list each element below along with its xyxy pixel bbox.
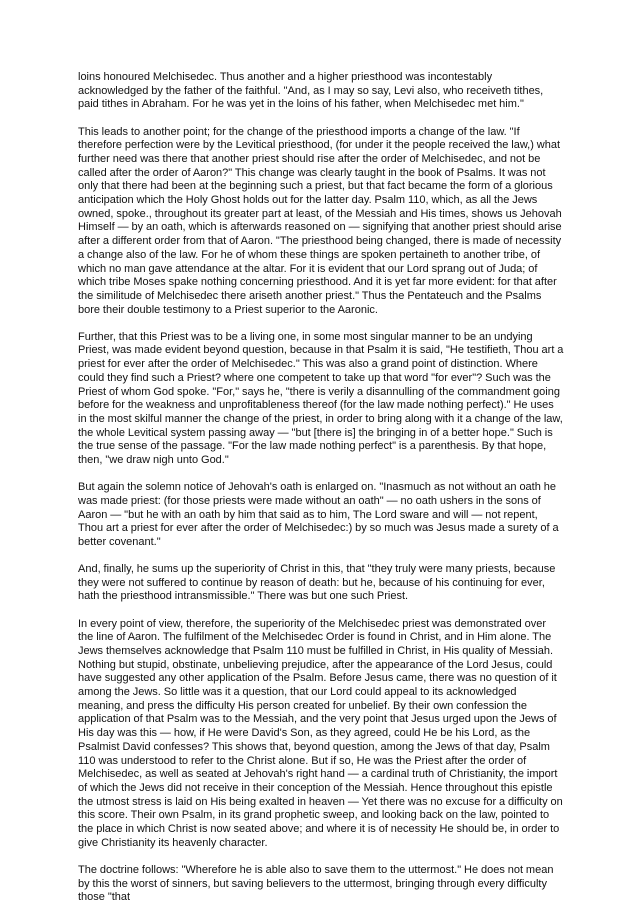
paragraph-3: Further, that this Priest was to be a living one, in some most singular manner to be an undying Priest, was made evident beyond question, because in that Psalm it is said, "He testifieth, Thou art a priest for ever after the order of Melchisedec." This was also a grand point of distinction. Where could they find such a Priest? where one competent to take up that word "for ever"? Such was the Priest of whom God spoke. "For," says he, "there is verily a disannulling of the commandment going before for the weakness and unprofitableness thereof (for the law made nothing perfect)." He uses in the most skilful manner the change of the priest, in order to bring along with it a change of the law, the whole Levitical system passing away — "but [there is] the bringing in of a better hope." Such is the true sense of the passage. "For the law made nothing perfect" is a parenthesis. By that hope, then, "we draw nigh unto God." <box>78 330 564 467</box>
paragraph-5: And, finally, he sums up the superiority of Christ in this, that "they truly were many priests, because they were not suffered to continue by reason of death: but he, because of his continuing for ever, hath the priesthood intransmissible." There was but one such Priest. <box>78 563 556 603</box>
document-page <box>78 71 564 918</box>
paragraph-1: loins honoured Melchisedec. Thus another and a higher priesthood was incontestably acknowledged by the father of the faithful. "And, as I may so say, Levi also, who receiveth tithes, paid tithes in Abraham. For he was yet in the loins of his father, when Melchisedec met him." <box>78 71 544 111</box>
paragraph-2: This leads to another point; for the change of the priesthood imports a change of the law. "If therefore perfection were by the Levitical priesthood, (for under it the people received the law,) what further need was there that another priest should rise after the order of Melchisedec, and not be called after the order of Aaron?" This change was clearly taught in the book of Psalms. It was not only that there had been at the beginning such a priest, but that fact became the form of a glorious anticipation which the Holy Ghost holds out for the latter day. Psalm 110, which, as all the Jews owned, spoke., throughout its greater part at least, of the Messiah and His times, shows us Jehovah Himself — by an oath, which is afterwards reasoned on — signifying that another priest should arise after a different order from that of Aaron. "The priesthood being changed, there is made of necessity a change also of the law. For he of whom these things are spoken pertaineth to another tribe, of which no man gave attendance at the altar. For it is evident that our Lord sprang out of Juda; of which tribe Moses spake nothing concerning priesthood. And it is yet far more evident: for that after the similitude of Melchisedec there ariseth another priest." Thus the Pentateuch and the Psalms bore their double testimony to a Priest superior to the Aaronic. <box>78 125 562 316</box>
paragraph-6: In every point of view, therefore, the superiority of the Melchisedec priest was demonstrated over the line of Aaron. The fulfilment of the Melchisedec Order is found in Christ, and in Him alone. The Jews themselves acknowledge that Psalm 110 must be fulfilled in Christ, in His quality of Messiah. Nothing but stupid, obstinate, unbelieving prejudice, after the appearance of the Lord Jesus, could have suggested any other application of the Psalm. Before Jesus came, there was no question of it among the Jews. So little was it a question, that our Lord could appeal to its acknowledged meaning, and press the difficulty His person created for unbelief. By their own confession the application of that Psalm was to the Messiah, and the very point that Jesus urged upon the Jews of His day was this — how, if He were David's Son, as they agreed, could He be his Lord, as the Psalmist David confesses? This shows that, beyond question, among the Jews of that day, Psalm 110 was understood to refer to the Christ alone. But if so, He was the Priest after the order of Melchisedec, as well as seated at Jehovah's right hand — a cardinal truth of Christianity, the import of which the Jews did not receive in their conception of the Messiah. Hence throughout this epistle the utmost stress is laid on His being exalted in heaven — Yet there was no excuse for a difficulty on this score. Their own Psalm, in its grand prophetic sweep, and looking back on the law, pointed to the place in which Christ is now seated above; and where it is of necessity He should be, in order to give Christianity its heavenly character. <box>78 617 563 849</box>
paragraph-4: But again the solemn notice of Jehovah's oath is enlarged on. "Inasmuch as not without an oath he was made priest: (for those priests were made without an oath" — no oath ushers in the sons of Aaron — "but he with an oath by him that said as to him, The Lord sware and will — not repent, Thou art a priest for ever after the order of Melchisedec:) by so much was Jesus made a surety of a better covenant." <box>78 481 559 548</box>
paragraph-7: The doctrine follows: "Wherefore he is able also to save them to the uttermost." He does not mean by this the worst of sinners, but saving believers to the uttermost, bringing through every difficulty those "that <box>78 863 554 904</box>
